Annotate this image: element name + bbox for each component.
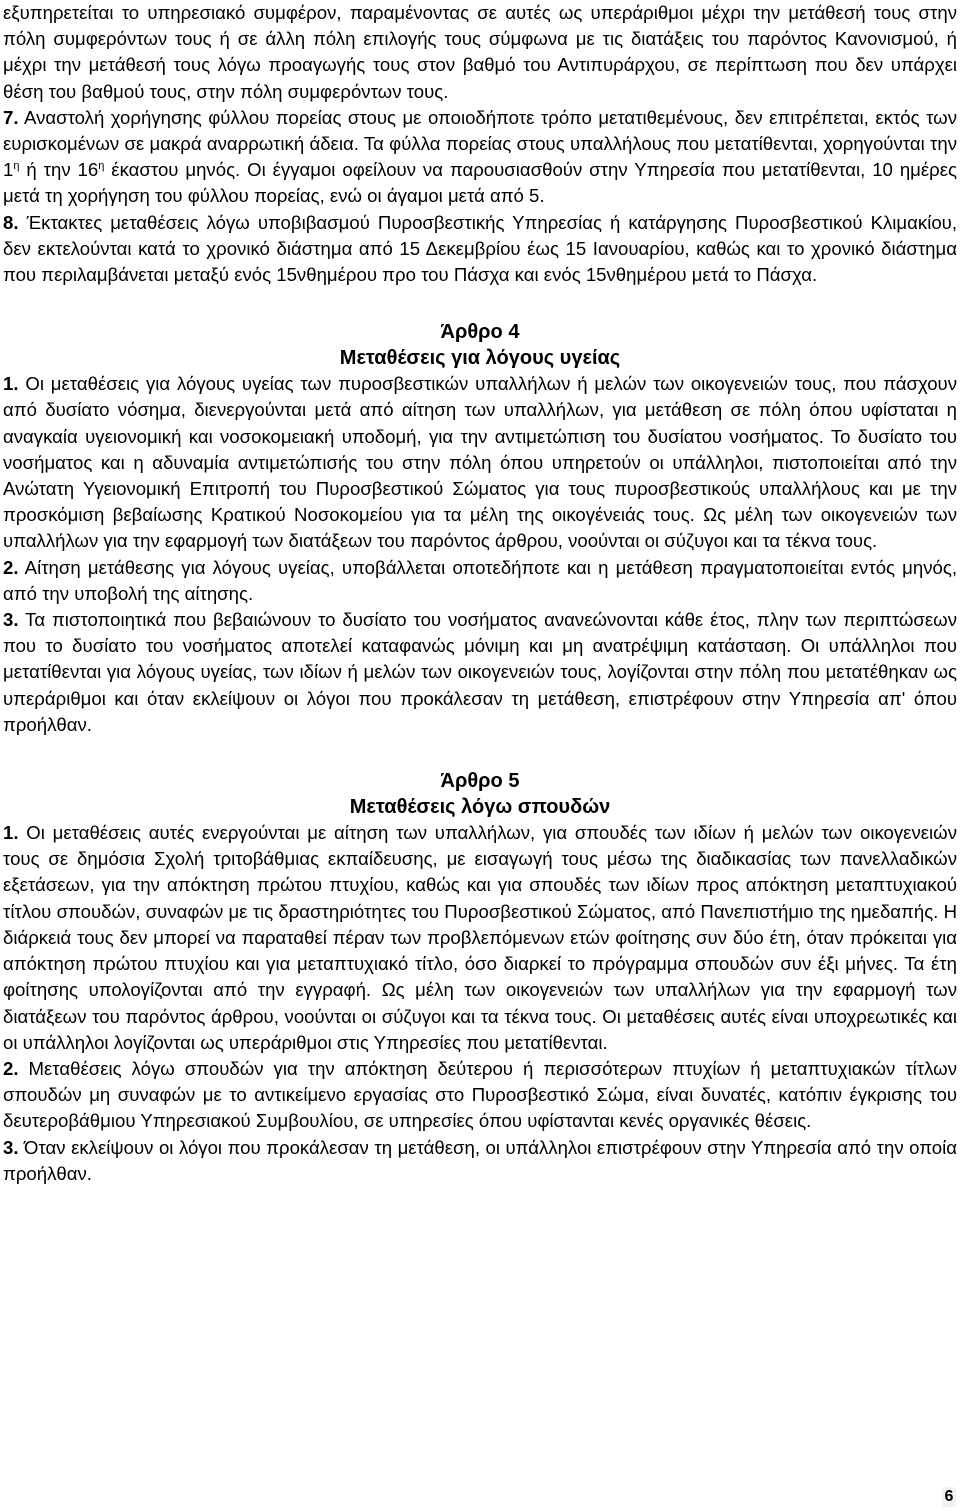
article-4-heading: Άρθρο 4	[440, 321, 520, 344]
page-number: 6	[942, 1487, 956, 1507]
article-5-item: 2. Μεταθέσεις λόγω σπουδών για την απόκτηση δεύτερου ή περισσότερων πτυχίων ή μεταπτυχιακών τίτλων σπουδών μη συναφών με το αντικείμενο εργασίας στο Πυροσβεστικό Σώμα, είναι δυνατές, κατόπιν έγκρισης του δευτεροβάθμιου Υπηρεσιακού Συμβουλίου, σε υπηρεσίες όπου υφίστανται κενές οργανικές θέσεις.	[3, 1057, 957, 1132]
item-number: 3.	[3, 609, 19, 631]
article-4-title: Μεταθέσεις για λόγους υγείας	[339, 347, 621, 370]
item-number: 7.	[3, 106, 19, 128]
article-5-item: 3. Όταν εκλείψουν οι λόγοι που προκάλεσαν τη μετάθεση, οι υπάλληλοι επιστρέφουν στην Υπηρεσία από την οποία προήλθαν.	[3, 1136, 957, 1184]
item-number: 3.	[3, 1136, 19, 1158]
item-number: 2.	[3, 556, 19, 578]
item-number: 1.	[3, 822, 19, 844]
item-number: 2.	[3, 1057, 19, 1079]
item-number: 8.	[3, 211, 19, 233]
document-page	[3, 0, 957, 1187]
ordinal-suffix: η	[98, 160, 105, 173]
continuation-paragraph: εξυπηρετείται το υπηρεσιακό συμφέρον, παραμένοντας σε αυτές ως υπεράριθμοι μέχρι την μετάθεσή τους στην πόλη συμφερόντων τους ή σε άλλη πόλη επιλογής τους σύμφωνα με τις διατάξεις του παρόντος Κανονισμού, ή μέχρι την μετάθεσή τους λόγω προαγωγής τους στον βαθμό του Αντιπυράρχου, σε περίπτωση που δεν υπάρχει θέση του βαθμού τους, στην πόλη συμφερόντων τους.	[3, 2, 957, 102]
article-5-title: Μεταθέσεις λόγω σπουδών	[349, 796, 611, 819]
article-4-item: 3. Τα πιστοποιητικά που βεβαιώνουν το δυσίατο του νοσήματος ανανεώνονται κάθε έτος, πλην των περιπτώσεων που το δυσίατο του νοσήματος αποτελεί καταφανώς μόνιμη και μη ανατρέψιμη κατάσταση. Οι υπάλληλοι που μετατίθενται για λόγους υγείας, των ιδίων ή μελών των οικογενειών τους, λογίζονται στην πόλη που μετατέθηκαν ως υπεράριθμοι και όταν εκλείψουν οι λόγοι που προκάλεσαν τη μετάθεση, επιστρέφουν στην Υπηρεσία απ' όπου προήλθαν.	[3, 609, 957, 735]
article-4-item: 1. Οι μεταθέσεις για λόγους υγείας των πυροσβεστικών υπαλλήλων ή μελών των οικογενειών τους, που πάσχουν από δυσίατο νόσημα, διενεργούνται μετά από αίτηση των υπαλλήλων, για μετάθεση σε πόλη όπου υφίσταται η αναγκαία υγειονομική και νοσοκομειακή υποδομή, για την αντιμετώπιση του δυσίατου νοσήματος. Το δυσίατο του νοσήματος και η αδυναμία αντιμετώπισής του στην πόλη όπου υπηρετούν οι υπάλληλοι, πιστοποιείται από την Ανώτατη Υγειονομική Επιτροπή του Πυροσβεστικού Σώματος για τους πυροσβεστικούς υπαλλήλους και με την προσκόμιση βεβαίωσης Κρατικού Νοσοκομείου για τα μέλη της οικογένειάς τους. Ως μέλη των οικογενειών των υπαλλήλων για την εφαρμογή των διατάξεων του παρόντος άρθρου, νοούνται οι σύζυγοι και τα τέκνα τους.	[3, 373, 957, 552]
article-4-item: 2. Αίτηση μετάθεσης για λόγους υγείας, υποβάλλεται οποτεδήποτε και η μετάθεση πραγματοποιείται εντός μηνός, από την υποβολή της αίτησης.	[3, 556, 957, 604]
article-5-item: 1. Οι μεταθέσεις αυτές ενεργούνται με αίτηση των υπαλλήλων, για σπουδές των ιδίων ή μελών των οικογενειών τους σε δημόσια Σχολή τριτοβάθμιας εκπαίδευσης, με εισαγωγή τους μέσω της διαδικασίας των πανελλαδικών εξετάσεων, για την απόκτηση πρώτου πτυχίου, καθώς και για σπουδές των ιδίων προς απόκτηση μεταπτυχιακού τίτλου σπουδών, συναφών με τις δραστηριότητες του Πυροσβεστικού Σώματος, από Πανεπιστήμιο της ημεδαπής. Η διάρκειά τους δεν μπορεί να παραταθεί πέραν των προβλεπόμενων ετών φοίτησης συν δύο έτη, όταν πρόκειται για απόκτηση πρώτου πτυχίου και για μεταπτυχιακό τίτλο, όσο διαρκεί το πρόγραμμα σπουδών συν έξι μήνες. Τα έτη φοίτησης υπολογίζονται από την εγγραφή. Ως μέλη των οικογενειών των υπαλλήλων για την εφαρμογή των διατάξεων του παρόντος άρθρου, νοούνται οι σύζυγοι και τα τέκνα τους. Οι μεταθέσεις αυτές είναι υποχρεωτικές και οι υπάλληλοι λογίζονται ως υπεράριθμοι στις Υπηρεσίες που μετατίθενται.	[3, 822, 957, 1053]
item-8-paragraph: 8. Έκτακτες μεταθέσεις λόγω υποβιβασμού Πυροσβεστικής Υπηρεσίας ή κατάργησης Πυροσβεστικού Κλιμακίου, δεν εκτελούνται κατά το χρονικό διάστημα από 15 Δεκεμβρίου έως 15 Ιανουαρίου, καθώς και το χρονικό διάστημα που περιλαμβάνεται μεταξύ ενός 15νθημέρου προ του Πάσχα και ενός 15νθημέρου μετά το Πάσχα.	[3, 211, 957, 286]
ordinal-suffix: η	[13, 160, 20, 173]
item-7-paragraph: 7. Αναστολή χορήγησης φύλλου πορείας στους με οποιοδήποτε τρόπο μετατιθεμένους, δεν επιτρέπεται, εκτός των ευρισκομένων σε μακρά αναρρωτική άδεια. Τα φύλλα πορείας στους υπαλλήλους που μετατίθενται, χορηγούνται την $1^\eta$ ή την $16^\eta$ έκαστου μηνός. Οι έγγαμοι οφείλουν να παρουσιασθούν στην Υπηρεσία που μετατίθενται, 10 ημέρες μετά τη χορήγηση του φύλλου πορείας, ενώ οι άγαμοι μετά από 5.	[3, 106, 957, 207]
article-5-heading: Άρθρο 5	[440, 770, 520, 793]
item-number: 1.	[3, 373, 19, 395]
